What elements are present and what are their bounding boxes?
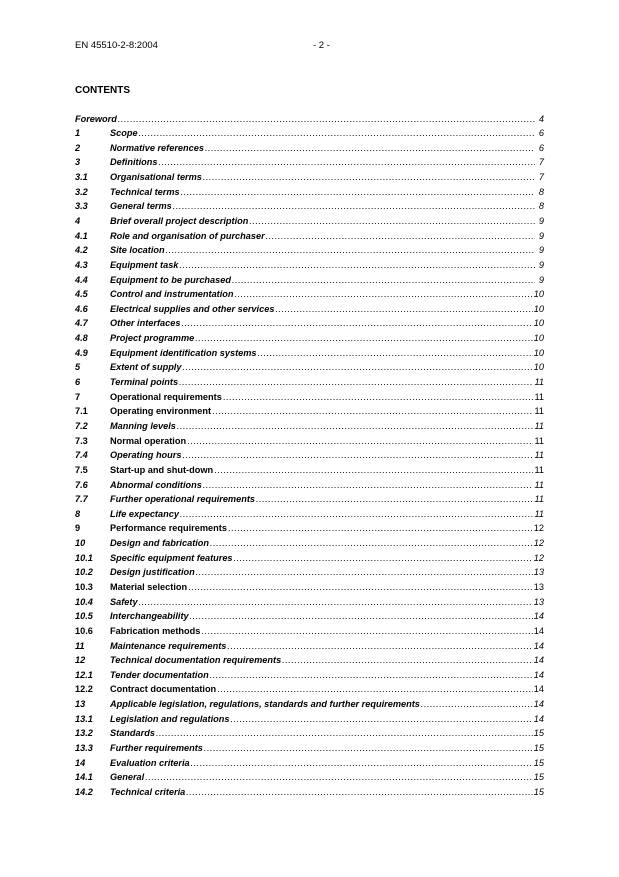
toc-entry-number: 4.6 [75,303,88,314]
toc-entry[interactable] [75,536,544,551]
toc-entry-page: 11 [534,464,544,475]
toc-entry-title: Standards [110,728,155,739]
toc-entry-number: 4 [75,215,81,226]
toc-entry[interactable] [75,390,544,405]
toc-entry-number: 10.1 [75,552,93,563]
toc-entry-page: 14 [533,669,544,680]
toc-entry-title: Further operational requirements [110,494,255,505]
toc-entry-title: Electrical supplies and other services [110,303,275,314]
toc-entry-number: 7.7 [75,494,88,505]
toc-entry-title: Role and organisation of purchaser [110,230,265,241]
toc-entry[interactable] [75,141,544,156]
toc-entry[interactable] [75,170,544,185]
toc-entry-page: 10 [533,362,544,373]
toc-entry[interactable] [75,580,544,595]
toc-entry-number: 12.1 [75,669,93,680]
toc-entry[interactable] [75,214,544,229]
toc-entry[interactable] [75,551,544,566]
toc-dot-leader [275,302,532,317]
toc-entry-title: Control and instrumentation [110,289,234,300]
toc-entry-page: 10 [533,318,544,329]
toc-entry-page: 15 [533,772,544,783]
toc-dot-leader [179,258,535,273]
toc-entry[interactable] [75,668,544,683]
toc-dot-leader [139,126,535,141]
toc-dot-leader [187,434,533,449]
toc-dot-leader [249,214,535,229]
toc-dot-leader [156,726,533,741]
toc-entry-title: Brief overall project description [110,215,249,226]
toc-entry-title: Start-up and shut-down [110,464,214,475]
toc-entry-title: Applicable legislation, regulations, standards and further requirements [110,699,420,710]
toc-entry[interactable] [75,639,544,654]
toc-entry-page: 14 [533,684,544,695]
toc-dot-leader [186,785,533,800]
toc-entry-number: 7.5 [75,464,88,475]
toc-entry-page: 12 [533,552,544,563]
toc-entry-title: Performance requirements [110,523,227,534]
toc-entry-page: 9 [538,259,544,270]
toc-entry-page: 11 [534,508,544,519]
toc-entry-title: Abnormal conditions [110,479,202,490]
toc-entry[interactable] [75,726,544,741]
toc-entry-number: 14.2 [75,786,93,797]
toc-entry-page: 14 [533,611,544,622]
toc-dot-leader [139,595,533,610]
toc-entry[interactable] [75,126,544,141]
toc-entry-page: 11 [534,494,544,505]
toc-dot-leader [204,741,533,756]
toc-entry-number: 3.1 [75,172,88,183]
page-number: - 2 - [313,40,330,51]
toc-dot-leader [182,448,533,463]
toc-entry[interactable] [75,595,544,610]
toc-dot-leader [195,331,533,346]
toc-entry-page: 13 [533,567,544,578]
toc-entry-title: Interchangeability [110,611,189,622]
toc-entry-page: 8 [538,201,544,212]
toc-entry[interactable] [75,258,544,273]
toc-entry-number: 1 [75,128,81,139]
toc-dot-leader [196,565,533,580]
toc-dot-leader [181,316,532,331]
toc-entry-title: Legislation and regulations [110,713,230,724]
toc-entry-page: 7 [538,172,544,183]
toc-entry-page: 11 [534,391,544,402]
toc-entry-number: 14.1 [75,772,93,783]
toc-entry[interactable] [75,770,544,785]
toc-dot-leader [214,463,533,478]
toc-entry[interactable] [75,565,544,580]
toc-entry[interactable] [75,199,544,214]
toc-entry-page: 14 [533,713,544,724]
toc-dot-leader [235,287,533,302]
toc-entry[interactable] [75,712,544,727]
toc-entry-title: Equipment identification systems [110,347,257,358]
toc-dot-leader [230,712,532,727]
toc-entry-number: 13.2 [75,728,93,739]
toc-entry[interactable] [75,112,544,127]
toc-dot-leader [190,609,533,624]
toc-entry-number: 7.3 [75,435,88,446]
toc-entry-number: 14 [75,757,86,768]
toc-dot-leader [173,199,535,214]
toc-entry[interactable] [75,273,544,288]
toc-entry-page: 9 [538,230,544,241]
toc-dot-leader [188,580,533,595]
toc-entry-number: 4.7 [75,318,88,329]
toc-entry-page: 11 [534,406,544,417]
toc-dot-leader [158,155,535,170]
toc-entry[interactable] [75,785,544,800]
toc-entry-title: Terminal points [110,377,179,388]
toc-entry-number: 4.8 [75,333,88,344]
toc-entry-title: Definitions [110,157,158,168]
toc-entry-title: Life expectancy [110,508,179,519]
toc-dot-leader [227,639,532,654]
toc-entry-title: Manning levels [110,420,176,431]
toc-entry-number: 8 [75,508,81,519]
toc-entry[interactable] [75,682,544,697]
toc-entry-page: 14 [533,640,544,651]
toc-dot-leader [256,492,533,507]
toc-entry-number: 3.2 [75,186,88,197]
toc-entry[interactable] [75,521,544,536]
toc-entry-page: 11 [534,450,544,461]
toc-dot-leader [217,682,533,697]
toc-entry-title: Other interfaces [110,318,181,329]
toc-entry-title: Normative references [110,142,204,153]
toc-entry-page: 11 [534,479,544,490]
toc-entry-number: 4.3 [75,259,88,270]
toc-dot-leader [258,346,533,361]
toc-entry-page: 15 [533,743,544,754]
toc-entry-title: Operating environment [110,406,212,417]
toc-entry[interactable] [75,287,544,302]
standard-number: EN 45510-2-8:2004 [75,40,158,51]
toc-dot-leader [212,404,533,419]
toc-entry-title: Operational requirements [110,391,222,402]
toc-entry-number: 6 [75,377,81,388]
toc-entry-page: 12 [533,523,544,534]
toc-dot-leader [180,507,534,522]
toc-entry-number: 4.1 [75,230,88,241]
toc-entry-page: 11 [534,420,544,431]
toc-entry[interactable] [75,316,544,331]
toc-dot-leader [118,112,535,127]
toc-entry[interactable] [75,756,544,771]
toc-entry-title: Scope [110,128,138,139]
toc-dot-leader [203,170,535,185]
toc-entry-number: 4.9 [75,347,88,358]
toc-entry-page: 13 [533,596,544,607]
toc-entry[interactable] [75,507,544,522]
toc-entry-number: 2 [75,142,81,153]
toc-entry-number: 10.5 [75,611,93,622]
toc-entry-title: Contract documentation [110,684,217,695]
toc-dot-leader [210,536,533,551]
toc-entry-page: 7 [538,157,544,168]
toc-entry-title: Tender documentation [110,669,209,680]
toc-entry[interactable] [75,492,544,507]
toc-dot-leader [201,624,532,639]
toc-entry-number: 13.1 [75,713,93,724]
toc-dot-leader [182,360,532,375]
toc-entry-number: 4.4 [75,274,88,285]
toc-entry-page: 14 [533,699,544,710]
toc-entry[interactable] [75,155,544,170]
toc-entry[interactable] [75,463,544,478]
toc-entry-number: 4.2 [75,245,88,256]
toc-entry-page: 6 [538,128,544,139]
toc-entry-page: 4 [538,113,544,124]
toc-entry-page: 6 [538,142,544,153]
toc-entry-title: Extent of supply [110,362,182,373]
toc-dot-leader [179,375,533,390]
toc-entry-title: Specific equipment features [110,552,233,563]
toc-entry-title: General terms [110,201,172,212]
toc-entry-page: 15 [533,786,544,797]
toc-entry-page: 15 [533,728,544,739]
toc-entry-title: Project programme [110,333,195,344]
toc-dot-leader [421,697,533,712]
toc-entry-title: Design justification [110,567,195,578]
page-header [75,40,330,51]
toc-entry-number: 10.4 [75,596,93,607]
toc-dot-leader [166,243,535,258]
toc-dot-leader [210,668,533,683]
toc-entry-title: Technical terms [110,186,180,197]
toc-dot-leader [203,478,534,493]
toc-entry-page: 14 [533,625,544,636]
toc-dot-leader [282,653,533,668]
toc-entry[interactable] [75,448,544,463]
toc-entry-page: 8 [538,186,544,197]
toc-entry-number: 10 [75,538,86,549]
toc-entry-number: 4.5 [75,289,88,300]
toc-entry-title: Equipment to be purchased [110,274,231,285]
toc-entry-page: 10 [533,347,544,358]
toc-entry-page: 10 [533,333,544,344]
toc-entry[interactable] [75,478,544,493]
toc-entry-title: General [110,772,145,783]
toc-entry-number: 12.2 [75,684,93,695]
toc-entry-page: 9 [538,274,544,285]
toc-entry-number: 10.2 [75,567,93,578]
toc-entry[interactable] [75,302,544,317]
toc-entry-page: 14 [533,655,544,666]
toc-entry-page: 10 [533,303,544,314]
toc-entry-title: Foreword [75,113,117,124]
toc-dot-leader [266,229,535,244]
toc-entry-title: Operating hours [110,450,182,461]
toc-entry-number: 11 [75,640,85,651]
toc-entry-page: 11 [534,377,544,388]
toc-entry-number: 12 [75,655,86,666]
toc-entry-number: 13.3 [75,743,93,754]
toc-entry-page: 9 [538,215,544,226]
toc-entry[interactable] [75,624,544,639]
toc-entry[interactable] [75,360,544,375]
toc-entry[interactable] [75,741,544,756]
toc-entry-title: Further requirements [110,743,203,754]
toc-entry-number: 7.1 [75,406,88,417]
toc-entry-title: Evaluation criteria [110,757,190,768]
toc-entry-number: 10.3 [75,582,93,592]
toc-entry-number: 3 [75,157,81,168]
toc-entry-page: 10 [533,289,544,300]
toc-dot-leader [205,141,535,156]
toc-dot-leader [177,419,534,434]
toc-entry[interactable] [75,346,544,361]
toc-entry[interactable] [75,697,544,712]
toc-entry-number: 13 [75,699,86,710]
toc-entry-page: 9 [538,245,544,256]
toc-dot-leader [223,390,534,405]
toc-dot-leader [191,756,533,771]
toc-entry[interactable] [75,243,544,258]
toc-entry-title: Fabrication methods [110,625,201,636]
toc-entry[interactable] [75,185,544,200]
toc-entry-number: 9 [75,523,81,534]
toc-entry-title: Material selection [110,582,188,592]
toc-entry-title: Organisational terms [110,172,202,183]
toc-dot-leader [145,770,533,785]
toc-entry[interactable] [75,419,544,434]
toc-entry-page: 13 [533,582,544,592]
toc-entry[interactable] [75,653,544,668]
toc-entry-number: 7.6 [75,479,88,490]
toc-entry-title: Normal operation [110,435,187,446]
toc-dot-leader [232,273,535,288]
toc-entry-number: 7.2 [75,420,88,431]
toc-entry[interactable] [75,404,544,419]
toc-entry-number: 10.6 [75,625,93,636]
toc-entry-title: Site location [110,245,165,256]
toc-entry[interactable] [75,331,544,346]
toc-entry[interactable] [75,375,544,390]
toc-entry-title: Technical criteria [110,786,186,797]
toc-entry-title: Maintenance requirements [110,640,227,651]
contents-heading: CONTENTS [75,85,130,96]
toc-dot-leader [234,551,533,566]
toc-entry-title: Safety [110,596,138,607]
toc-entry-page: 12 [533,538,544,549]
table-of-contents [75,112,544,800]
toc-entry-number: 7.4 [75,450,88,461]
toc-entry-number: 7 [75,391,81,402]
toc-entry-title: Equipment task [110,259,179,270]
toc-entry-title: Design and fabrication [110,538,210,549]
toc-dot-leader [181,185,535,200]
toc-entry-number: 3.3 [75,201,88,212]
toc-dot-leader [228,521,533,536]
toc-entry-number: 5 [75,362,81,373]
toc-entry[interactable] [75,434,544,449]
toc-entry-title: Technical documentation requirements [110,655,282,666]
toc-entry-page: 15 [533,757,544,768]
toc-entry[interactable] [75,609,544,624]
toc-entry-page: 11 [534,435,544,446]
toc-entry[interactable] [75,229,544,244]
